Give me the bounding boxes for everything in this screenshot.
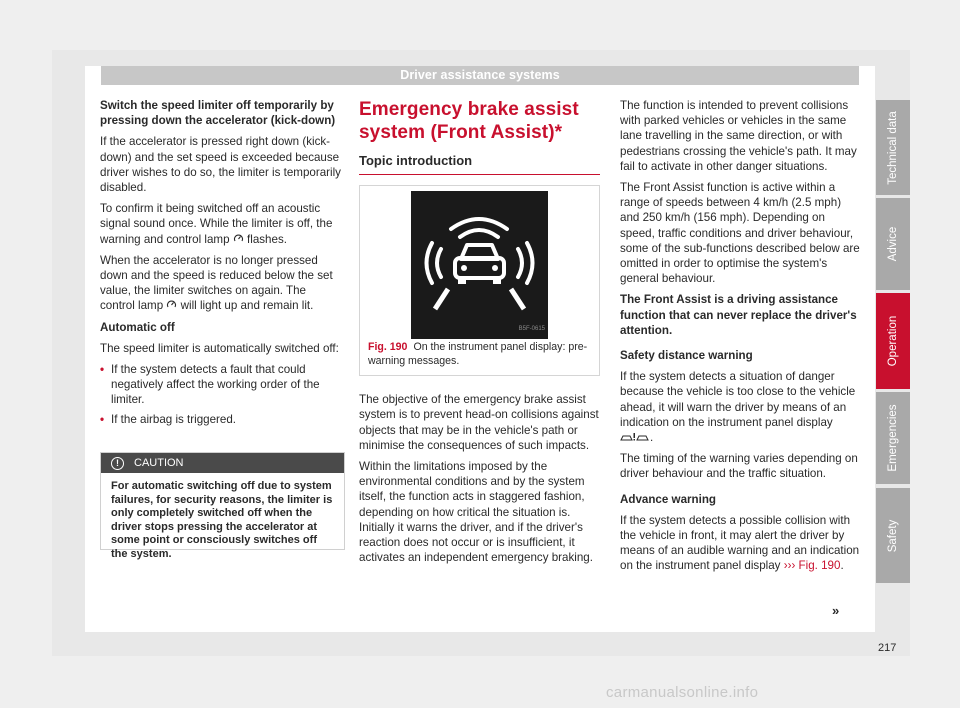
function-paragraph: The function is intended to prevent collisions with parked vehicles or vehicles in the same lane travelling in the same direction, or with pedestrians crossing the vehicle's path. It may fail to activate in other danger situations. xyxy=(620,99,857,173)
section-title: Emergency brake assist system (Front Assist)* xyxy=(359,99,579,143)
safety-distance-paragraph: If the system detects a situation of danger because the vehicle is too close to the vehicle ahead, it will warn the driver by means of an indication on the instrument panel display . xyxy=(620,370,856,445)
tab-safety[interactable] xyxy=(876,488,910,583)
kickdown-heading: Switch the speed limiter off temporarily by pressing down the accelerator (kick-down) xyxy=(100,99,336,128)
figure-caption-text: On the instrument panel display: pre-warning messages. xyxy=(368,341,588,367)
tab-label: Operation xyxy=(887,315,899,367)
caution-text: For automatic switching off due to system failures, for security reasons, the limiter is only completely switched off when the driver stops pressing the accelerator at some point or consciously switches off the system. xyxy=(111,480,333,560)
continue-marker: » xyxy=(832,603,840,618)
distance-warning-icon xyxy=(620,432,650,442)
figure-label: Fig. 190 xyxy=(368,341,408,354)
figure-code: B5F-0615 xyxy=(518,326,545,332)
caution-label: CAUTION xyxy=(134,457,184,469)
tab-label: Technical data xyxy=(887,110,899,185)
safety-distance-subheading: Safety distance warning xyxy=(620,349,753,363)
figure-link-arrows[interactable]: ››› xyxy=(783,559,796,573)
speed-range-paragraph: The Front Assist function is active within a range of speeds between 4 km/h (2.5 mph) and 250 km/h (156 mph). Depending on speed, traffic conditions and driver behaviour, some of the sub-functions described below are omitted in order to optimise the system's general behaviour. xyxy=(620,181,860,286)
bullet-icon: • xyxy=(100,412,105,426)
objective-paragraph: The objective of the emergency brake assist system is to prevent head-on collisions against objects that may be in the vehicle's path or minimise the consequences of such impacts. xyxy=(359,393,599,452)
speed-limiter-icon xyxy=(166,299,177,310)
acoustic-paragraph xyxy=(100,201,343,247)
safety-distance-text: If the system detects a situation of danger because the vehicle is too close to the vehicle ahead, it will warn the driver by means of an indication on the instrument panel display xyxy=(620,370,856,429)
section-header: Driver assistance systems xyxy=(101,66,859,85)
figure-190 xyxy=(359,185,600,376)
tab-label: Emergencies xyxy=(887,404,899,472)
kickdown-paragraph: If the accelerator is pressed right down (kick-down) and the set speed is exceeded because driver wishes to do so, the limiter is temporarily disabled. xyxy=(100,135,341,195)
page-number: 217 xyxy=(878,642,897,654)
tab-emergencies[interactable] xyxy=(876,392,910,484)
tab-label: Advice xyxy=(887,226,899,262)
automatic-off-subheading: Automatic off xyxy=(100,320,175,334)
acoustic-text-b: flashes. xyxy=(247,232,287,246)
column-2 xyxy=(359,98,600,571)
speed-limiter-icon xyxy=(233,233,244,244)
automatic-off-paragraph: The speed limiter is automatically switched off: xyxy=(100,341,339,355)
bullet-icon: • xyxy=(100,363,105,377)
timing-paragraph: The timing of the warning varies depending on driver behaviour and the traffic situation. xyxy=(620,452,858,481)
front-assist-warning-icon xyxy=(411,191,548,339)
instrument-panel-display xyxy=(411,191,548,339)
acoustic-text-a: To confirm it being switched off an acoustic signal sound once. While the limiter is off, the warning and control lamp xyxy=(100,202,333,246)
tab-label: Safety xyxy=(887,519,899,552)
list-item xyxy=(100,362,343,408)
reactivation-text-a: When the accelerator is no longer pressed down and the speed is reduced below the set value, the limiter switches on again. The control lamp xyxy=(100,253,333,313)
caution-header xyxy=(101,453,344,473)
figure-190-link[interactable]: Fig. 190 xyxy=(798,559,841,573)
list-item-text: If the airbag is triggered. xyxy=(111,412,237,426)
reactivation-paragraph xyxy=(100,253,343,314)
list-item-text: If the system detects a fault that could negatively affect the working order of the limiter. xyxy=(111,363,320,407)
advance-warning-text: If the system detects a possible collision with the vehicle in front, it may alert the driver by means of an audible warning and an indication on the instrument panel display xyxy=(620,513,860,573)
watermark: carmanualsonline.info xyxy=(606,684,759,701)
attention-note: The Front Assist is a driving assistance function that can never replace the driver's attention. xyxy=(620,293,857,337)
automatic-off-list xyxy=(100,362,343,427)
reactivation-text-b: will light up and remain lit. xyxy=(180,299,314,313)
caution-icon: ! xyxy=(111,457,124,470)
limitations-paragraph: Within the limitations imposed by the environmental conditions and by the system itself, the function acts in staggered fashion, depending on how critical the situation is. Initially it warns the driver, and if the driver's reaction does not occur or is insufficient, it activates an independent emergency braking. xyxy=(359,460,593,565)
advance-warning-subheading: Advance warning xyxy=(620,492,716,506)
column-3 xyxy=(620,98,860,580)
tab-operation[interactable] xyxy=(876,293,910,389)
sentence-end: . xyxy=(840,559,844,573)
tab-technical-data[interactable] xyxy=(876,100,910,195)
topic-introduction: Topic introduction xyxy=(359,153,600,175)
figure-caption xyxy=(368,341,594,368)
advance-warning-paragraph xyxy=(620,513,860,574)
column-1 xyxy=(100,98,343,431)
list-item xyxy=(100,412,343,427)
caution-box xyxy=(100,452,345,560)
tab-advice[interactable] xyxy=(876,198,910,290)
